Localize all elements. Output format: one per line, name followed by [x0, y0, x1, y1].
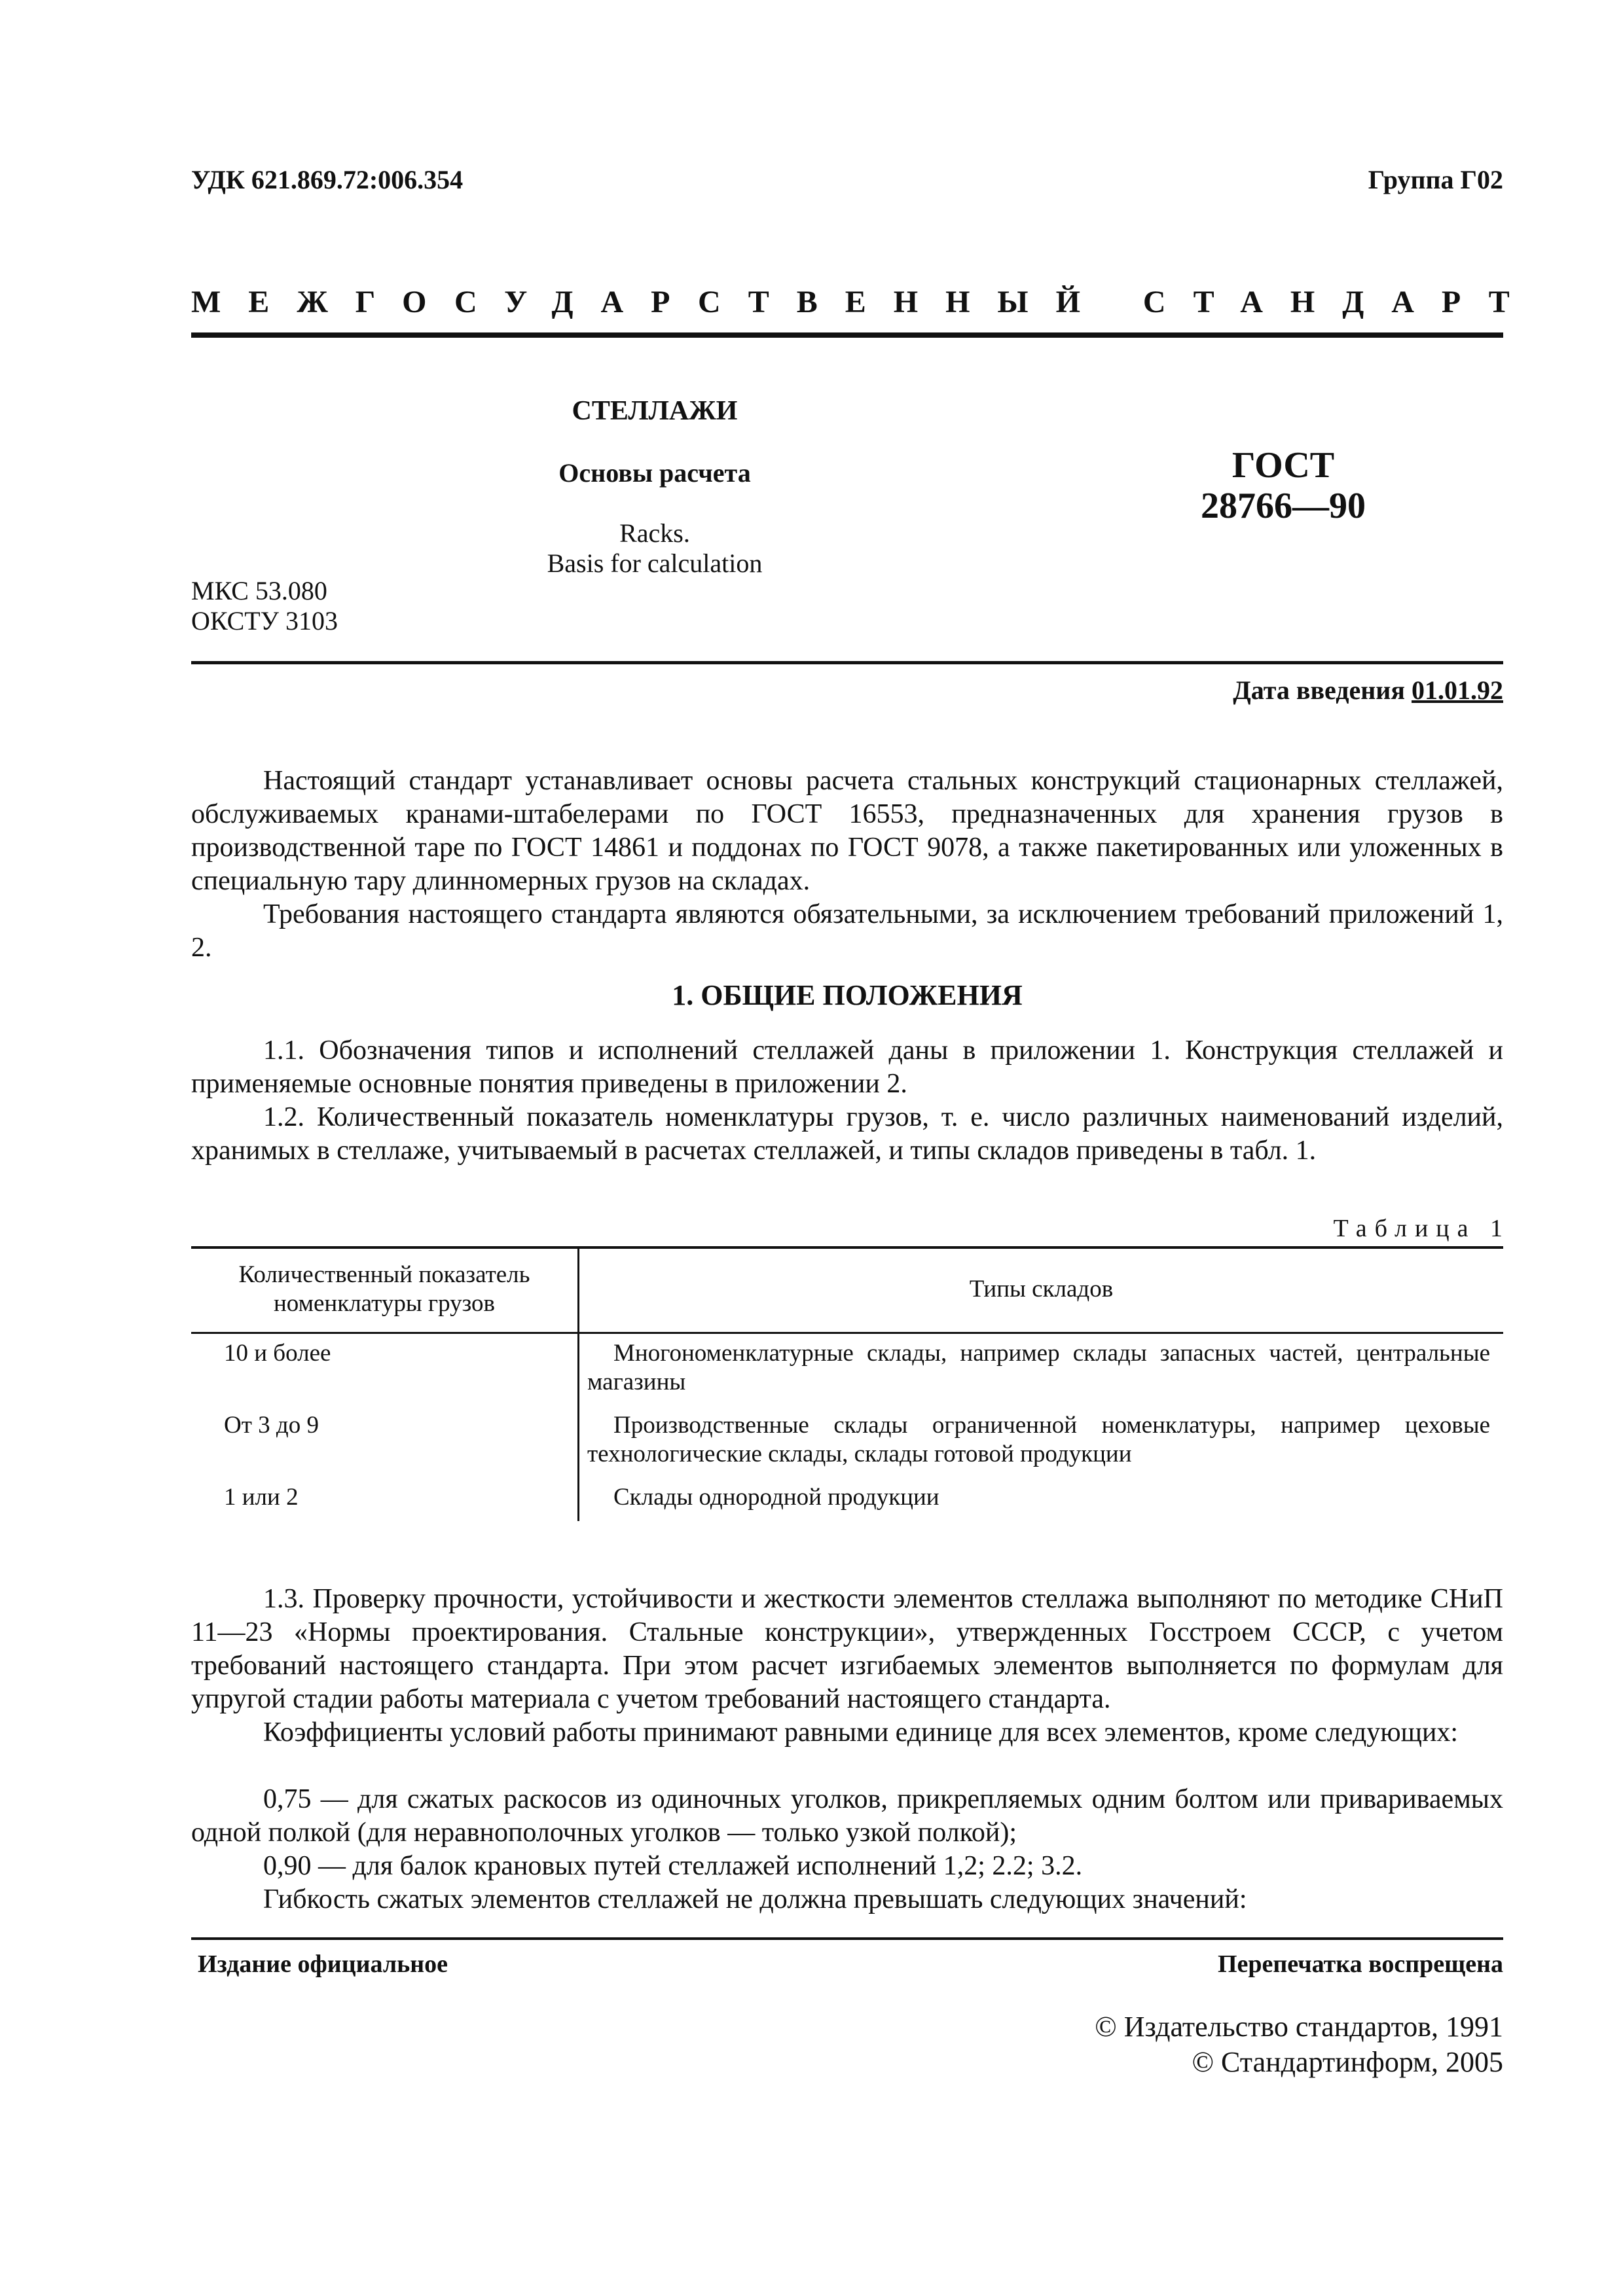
gost-number: 28766—90 [1201, 486, 1366, 526]
reprint-prohibited: Перепечатка воспрещена [1217, 1950, 1503, 1978]
intro-date-value: 01.01.92 [1412, 675, 1503, 705]
intro-date-label: Дата введения [1233, 675, 1405, 705]
paragraph-coef-075: 0,75 — для сжатых раскосов из одиночных уголков, прикрепляемых одним болтом или привариваемых одной полкой (для неравнополочных уголков — только узкой полкой); [191, 1784, 1503, 1848]
intro-date [1233, 674, 1503, 707]
intro-paragraph-1: Настоящий стандарт устанавливает основы расчета стальных конструкций стационарных стеллажей, обслуживаемых кранами-штабелерами по ГОСТ 16553, предназначенных для хранения грузов в производственной таре по ГОСТ 14861 и поддонах по ГОСТ 9078, а также пакетированных или уложенных в специальную тару длинномерных грузов на складах. [191, 766, 1503, 896]
gost-label: ГОСТ [1231, 445, 1335, 486]
table-header-warehouse-types: Типы складов [579, 1247, 1504, 1333]
table-1-caption: Таблица 1 [1333, 1215, 1510, 1242]
title-rule [191, 661, 1503, 664]
paragraph-1-2: 1.2. Количественный показатель номенклатуры грузов, т. е. число различных наименований изделий, хранимых в стеллаже, учитываемый в расчетах стеллажей, и типы складов приведены в табл. 1. [191, 1102, 1503, 1166]
intro-paragraph-2: Требования настоящего стандарта являются обязательными, за исключением требований приложений 1, 2. [191, 899, 1503, 963]
copyright-2: © Стандартинформ, 2005 [1192, 2046, 1503, 2078]
doc-subtitle: Основы расчета [558, 458, 751, 488]
banner-rule [191, 332, 1503, 338]
table-cell-quantity: 1 или 2 [224, 1484, 299, 1511]
table-cell-quantity: От 3 до 9 [224, 1412, 319, 1439]
standard-banner: МЕЖГОСУДАРСТВЕННЫЙ СТАНДАРТ [191, 285, 1537, 319]
udk-code: УДК 621.869.72:006.354 [191, 165, 464, 194]
group-code: Группа Г02 [1368, 165, 1503, 194]
table-cell-warehouse-type: Многономенклатурные склады, например склады запасных частей, центральные магазины [579, 1333, 1504, 1407]
paragraph-coefficients: Коэффициенты условий работы принимают равными единице для всех элементов, кроме следующих: [263, 1717, 1459, 1748]
table-row [191, 1406, 1503, 1478]
paragraph-coef-090: 0,90 — для балок крановых путей стеллажей исполнений 1,2; 2.2; 3.2. [263, 1851, 1083, 1881]
footer-rule [191, 1937, 1503, 1940]
table-header-quantity: Количественный показатель номенклатуры грузов [191, 1247, 579, 1333]
copyright-1: © Издательство стандартов, 1991 [1095, 2011, 1503, 2043]
paragraph-1-1: 1.1. Обозначения типов и исполнений стеллажей даны в приложении 1. Конструкция стеллажей и применяемые основные понятия приведены в приложении 2. [191, 1035, 1503, 1099]
table-cell-warehouse-type: Производственные склады ограниченной номенклатуры, например цеховые технологические склады, склады готовой продукции [579, 1406, 1504, 1478]
table-row [191, 1478, 1503, 1521]
table-cell-quantity: 10 и более [224, 1340, 331, 1367]
paragraph-1-3: 1.3. Проверку прочности, устойчивости и жесткости элементов стеллажа выполняют по методике СНиП 11—23 «Нормы проектирования. Стальные конструкции», утвержденных Госстроем СССР, с учетом требований настоящего стандарта. При этом расчет изгибаемых элементов выполняется по формулам для упругой стадии работы материала с учетом требований настоящего стандарта. [191, 1584, 1503, 1714]
official-edition: Издание официальное [198, 1950, 448, 1978]
title-english-line1: Racks. [619, 518, 690, 548]
table-header-row [191, 1247, 1503, 1333]
table-cell-warehouse-type: Склады однородной продукции [579, 1478, 1504, 1521]
table-1 [191, 1247, 1503, 1521]
mks-code: МКС 53.080 [191, 576, 327, 605]
table-row [191, 1333, 1503, 1407]
paragraph-flexibility: Гибкость сжатых элементов стеллажей не должна превышать следующих значений: [263, 1884, 1247, 1914]
title-english-line2: Basis for calculation [547, 548, 763, 578]
section-1-title: 1. ОБЩИЕ ПОЛОЖЕНИЯ [672, 979, 1023, 1011]
doc-title: СТЕЛЛАЖИ [572, 396, 738, 426]
okstu-code: ОКСТУ 3103 [191, 606, 338, 636]
